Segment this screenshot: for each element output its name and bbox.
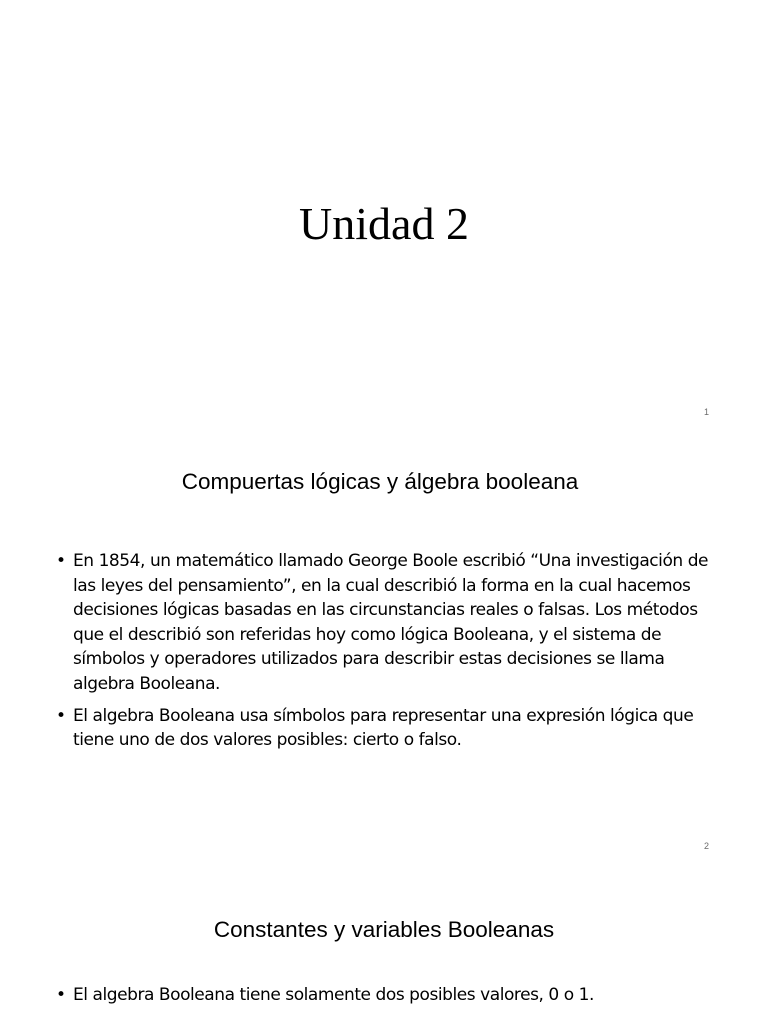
slide-title: Compuertas lógicas y álgebra booleana [181,469,579,494]
slide-1 [0,0,768,432]
bullet-item [56,704,716,753]
bullet-item [56,983,716,1008]
bullet-text: El algebra Booleana tiene solamente dos posibles valores, 0 o 1. [73,985,594,1005]
bullet-icon: • [56,705,66,726]
slide-3 [0,864,768,1024]
page-number: 2 [703,841,709,851]
bullet-list [56,983,716,1015]
bullet-icon: • [56,551,66,571]
bullet-list [56,549,716,760]
bullet-item [56,549,716,697]
bullet-icon: • [56,985,66,1005]
bullet-text: En 1854, un matemático llamado George Boole escribió “Una investigación de las leyes del pensamiento”, en la cual describió la forma en la cual hacemos decisiones lógicas basadas en las circunstancias reales o falsas. Los métodos que el describió son referidas hoy como lógica Booleana, y el sistema de símbolos y operadores utilizados para describir estas decisiones se llama algebra Booleana. [73,551,709,694]
page-number: 1 [703,407,709,417]
slide-2 [0,432,768,864]
slide-title: Unidad 2 [299,197,469,249]
bullet-text: El algebra Booleana usa símbolos para representar una expresión lógica que tiene uno de dos valores posibles: cierto o falso. [73,705,694,751]
slide-title: Constantes y variables Booleanas [213,917,555,942]
